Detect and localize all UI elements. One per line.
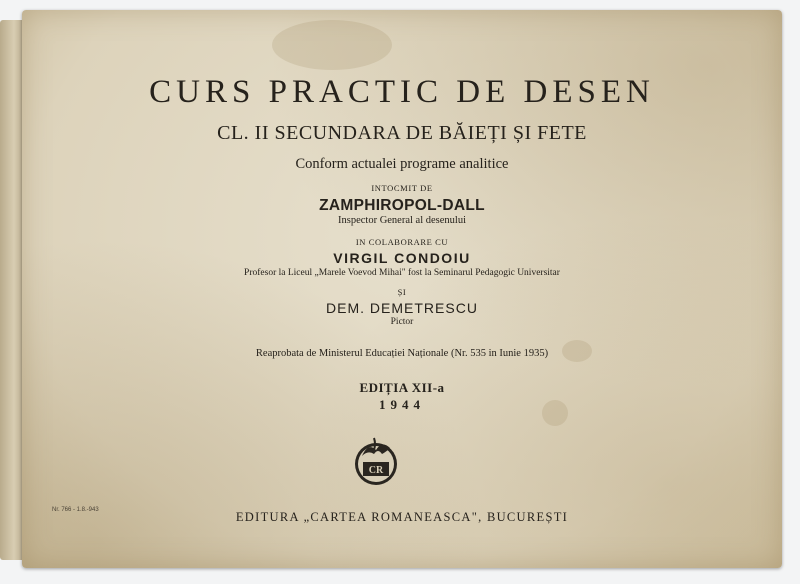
publisher-imprint: EDITURA „CARTEA ROMANEASCA", BUCUREȘTI xyxy=(235,510,569,524)
author-role: Inspector General al desenului xyxy=(338,215,466,226)
book-title: CURS PRACTIC DE DESEN xyxy=(149,74,655,110)
edition: EDIȚIA XII-a xyxy=(359,380,445,395)
painter-role: Pictor xyxy=(390,317,414,327)
author-name: ZAMPHIROPOL-DALL xyxy=(319,197,485,214)
compiled-by-label: INTOCMIT DE xyxy=(371,183,433,193)
and-label: ȘI xyxy=(397,287,407,297)
collaborator-role: Profesor la Liceul „Marele Voevod Mihai" fost la Seminarul Pedagogic Universitar xyxy=(244,268,560,278)
book-subtitle: CL. II SECUNDARA DE BĂIEȚI ȘI FETE xyxy=(217,122,587,144)
publication-year: 1944 xyxy=(379,397,425,412)
approval-note: Reaprobata de Ministerul Educației Naționale (Nr. 535 in Iunie 1935) xyxy=(255,348,549,359)
water-stain xyxy=(272,20,392,70)
collaborator-name: VIRGIL CONDOIU xyxy=(333,250,471,266)
title-page xyxy=(22,10,782,568)
print-code: Nr. 766 - 1.8.-943 xyxy=(52,507,99,513)
logo-text: CR xyxy=(368,465,384,476)
curriculum-note: Conform actualei programe analitice xyxy=(295,156,509,172)
collaboration-label: IN COLABORARE CU xyxy=(355,237,449,247)
painter-name: DEM. DEMETRESCU xyxy=(326,300,478,316)
publisher-logo-icon xyxy=(352,434,400,490)
